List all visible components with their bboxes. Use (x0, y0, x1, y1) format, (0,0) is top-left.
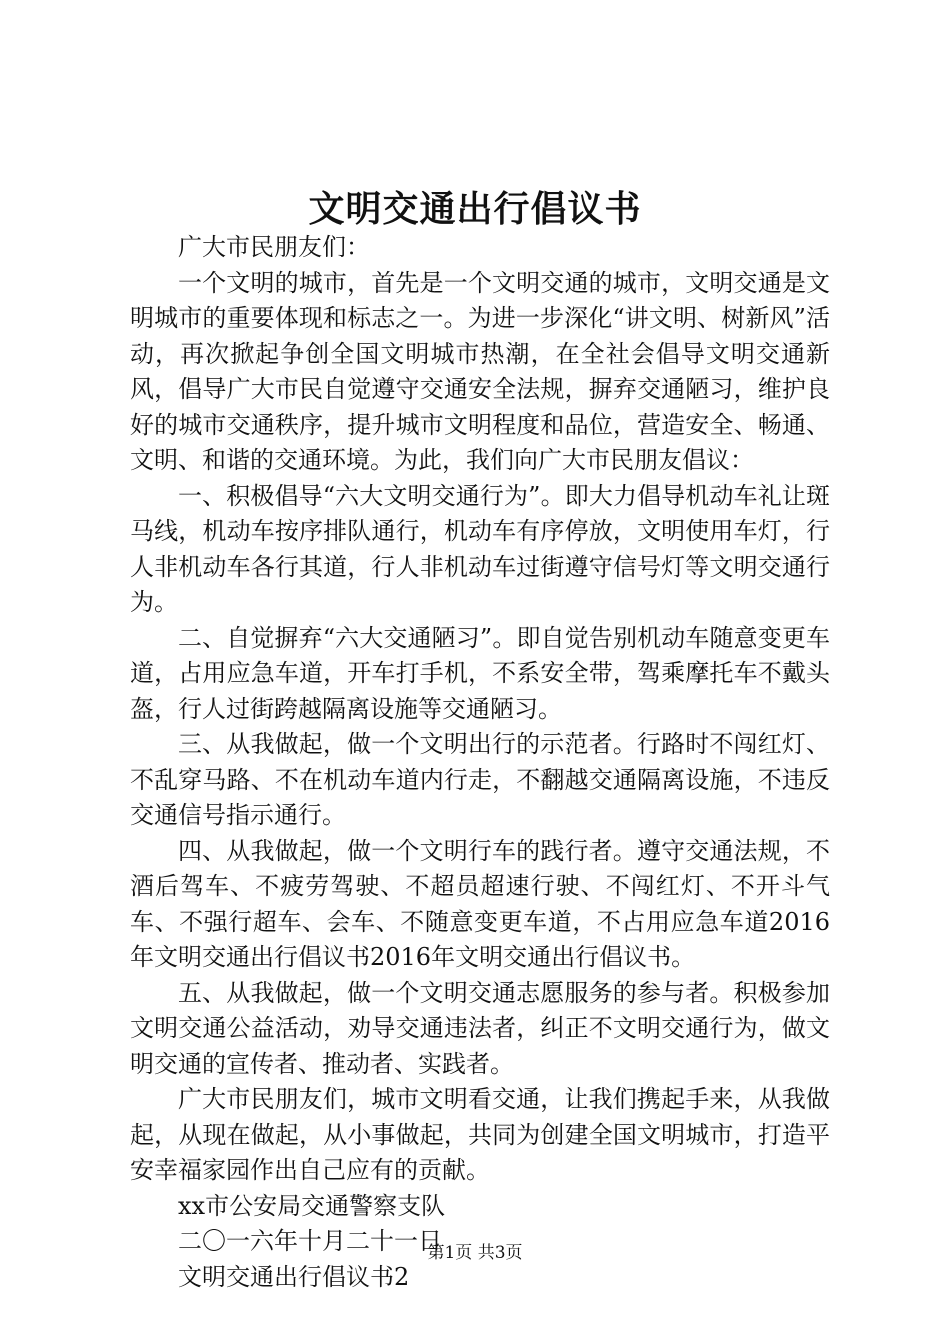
signature: xx市公安局交通警察支队 (178, 1191, 446, 1220)
paragraph-item-3: 三、从我做起，做一个文明出行的示范者。行路时不闯红灯、不乱穿马路、不在机动车道内行走，不翻越交通隔离设施，不违反交通信号指示通行。 (130, 730, 830, 829)
salutation: 广大市民朋友们： (178, 233, 370, 261)
page-footer: 第1页 共3页 (427, 1243, 523, 1263)
next-document-heading: 文明交通出行倡议书2 (178, 1262, 410, 1291)
paragraph-item-5: 五、从我做起，做一个文明交通志愿服务的参与者。积极参加文明交通公益活动，劝导交通违法者，纠正不文明交通行为，做文明交通的宣传者、推动者、实践者。 (130, 978, 830, 1078)
paragraph-item-2: 二、自觉摒弃“六大交通陋习”。即自觉告别机动车随意变更车道，占用应急车道，开车打手机，不系安全带，驾乘摩托车不戴头盔，行人过街跨越隔离设施等交通陋习。 (130, 623, 830, 723)
date: 二〇一六年十月二十一日 (178, 1227, 442, 1255)
paragraph-item-4: 四、从我做起，做一个文明行车的践行者。遵守交通法规，不酒后驾车、不疲劳驾驶、不超员超速行驶、不闯红灯、不开斗气车、不强行超车、会车、不随意变更车道，不占用应急车道2016年文明交通出行倡议书2016年文明交通出行倡议书。 (130, 836, 830, 971)
document-title: 文明交通出行倡议书 (308, 188, 642, 230)
document-body (130, 230, 830, 1295)
paragraph-item-1: 一、积极倡导“六大文明交通行为”。即大力倡导机动车礼让斑马线，机动车按序排队通行，机动车有序停放，文明使用车灯，行人非机动车各行其道，行人非机动车过街遵守信号灯等文明交通行为。 (130, 481, 830, 616)
paragraph-closing: 广大市民朋友们，城市文明看交通，让我们携起手来，从我做起，从现在做起，从小事做起，共同为创建全国文明城市，打造平安幸福家园作出自己应有的贡献。 (130, 1085, 830, 1184)
paragraph-intro: 一个文明的城市，首先是一个文明交通的城市，文明交通是文明城市的重要体现和标志之一。为进一步深化“讲文明、树新风”活动，再次掀起争创全国文明城市热潮，在全社会倡导文明交通新风，倡导广大市民自觉遵守交通安全法规，摒弃交通陋习，维护良好的城市交通秩序，提升城市文明程度和品位，营造安全、畅通、文明、和谐的交通环境。为此，我们向广大市民朋友倡议： (130, 268, 830, 474)
